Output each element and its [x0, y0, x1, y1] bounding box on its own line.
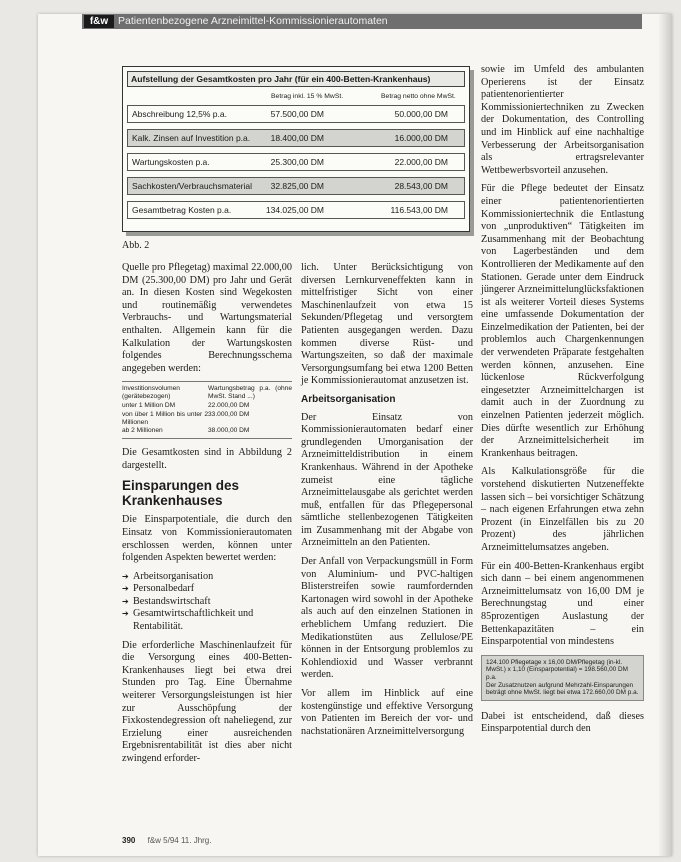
- bullet-list: [122, 571, 292, 634]
- column-left: [122, 262, 292, 772]
- paragraph: lich. Unter Berücksichtigung von diversen Lernkurveneffekten kann in mittelfristiger Sicht von einer Maschinenlaufzeit von etwa 15 Sekunden/Pflegetag und versorgtem Patienten ausgegangen werden. Dazu kommen diverse Rüst- und Wartungszeiten, so daß der maximale Versorgungsumfang bei etwa 1200 Betten je Kommissionierautomat anzusetzen ist.: [301, 262, 473, 387]
- paragraph: Die Gesamtkosten sind in Abbildung 2 dargestellt.: [122, 447, 292, 471]
- cost-row-net: 116.543,00 DM: [390, 205, 448, 215]
- column-middle: [301, 262, 473, 744]
- page-number: 390: [122, 836, 136, 845]
- calculation-box: [481, 655, 644, 701]
- maint-cell: unter 1 Million DM: [122, 401, 176, 409]
- cost-row: [127, 129, 465, 147]
- section-heading: Einsparungen des Krankenhauses: [122, 478, 240, 509]
- cost-row-label: Gesamtbetrag Kosten p.a.: [132, 205, 232, 215]
- paragraph: Die erforderliche Maschinenlaufzeit für die Versorgung eines 400-Betten-Krankenhauses liegt bei etwa drei Stunden pro Tag. Eine Übernahme weiterer Versorgungsleistungen ist hier zur Ausschöpfung der Fixkostendegression oft naheliegend, zur Erzielung einer ausreichenden Ergebnisrentabilität ist dies aber nicht zwingend erforder-: [122, 639, 292, 764]
- cost-row-net: 50.000,00 DM: [394, 109, 448, 119]
- subheading: Arbeitsorganisation: [301, 393, 396, 405]
- cost-row-gross: 57.500,00 DM: [270, 109, 324, 119]
- cost-table: [122, 66, 470, 232]
- paragraph: Als Kalkulationsgröße für die vorstehend diskutierten Nutzeneffekte lassen sich – bei vorsichtiger Schätzung – nach eigenen Erfahrungen etwa zehn Prozent (in Einzelfällen bis zu 20 Prozent) des jährlichen Arzneimittelumsatzes angeben.: [481, 466, 644, 553]
- cost-row-net: 22.000,00 DM: [394, 157, 448, 167]
- maint-cell: von über 1 Million bis unter 2 Millionen: [122, 410, 208, 426]
- maint-cell: Wartungsbetrag p.a. (ohne MwSt. Stand ...): [208, 385, 292, 401]
- cost-row-net: 16.000,00 DM: [394, 133, 448, 143]
- journal-issue: f&w 5/94 11. Jhrg.: [147, 836, 212, 845]
- maint-cell: 22.000,00 DM: [208, 401, 250, 409]
- maintenance-table: [122, 381, 292, 439]
- cost-row-net: 28.543,00 DM: [394, 181, 448, 191]
- header-title: Patientenbezogene Arzneimittel-Kommissionierautomaten: [118, 15, 388, 27]
- paragraph: Die Einsparpotentiale, die durch den Einsatz von Kommissionierautomaten erschlossen werden, können unter folgenden Aspekten bewertet werden:: [122, 514, 292, 564]
- column-right: [481, 64, 644, 742]
- paragraph: Vor allem im Hinblick auf eine kostengünstige und effektive Versorgung von Patienten im Bereich der vor- und nachstationären Arzneimittelversorgung: [301, 688, 473, 737]
- cost-col1-header: Betrag inkl. 15 % MwSt.: [271, 93, 344, 100]
- paragraph: Der Anfall von Verpackungsmüll in Form von Aluminium- und PVC-haltigen Blisterstreifen sowie raumfordernden Kartonagen wird sowohl in der Apotheke als auch auf den einzelnen Stationen in erheblichem Umfang reduziert. Die Medikationstüten aus Zellulose/PE können in der Entsorgung problemlos zu Kohlendioxid und Wasser verbrannt werden.: [301, 556, 473, 681]
- cost-row: [127, 177, 465, 195]
- cost-row-label: Kalk. Zinsen auf Investition p.a.: [132, 133, 251, 143]
- cost-row-gross: 32.825,00 DM: [270, 181, 324, 191]
- list-item: ➔ Personalbedarf: [122, 583, 292, 596]
- cost-col2-header: Betrag netto ohne MwSt.: [381, 93, 456, 100]
- journal-logo: f&w: [84, 15, 114, 28]
- cost-row-gross: 25.300,00 DM: [270, 157, 324, 167]
- maint-cell: 38.000,00 DM: [208, 427, 250, 435]
- cost-row-label: Sachkosten/Verbrauchsmaterial: [132, 181, 253, 191]
- maint-cell: 33.000,00 DM: [208, 410, 250, 418]
- cost-row-label: Wartungskosten p.a.: [132, 157, 210, 167]
- maint-cell: Investitionsvolumen (gerätebezogen): [122, 385, 180, 401]
- page-footer: [122, 836, 211, 845]
- figure-caption: Abb. 2: [122, 240, 150, 251]
- list-item: ➔ Arbeitsorganisation: [122, 571, 292, 584]
- running-header: [82, 14, 642, 29]
- list-item: ➔ Bestandswirtschaft: [122, 596, 292, 609]
- page-edge-shadow: [658, 14, 672, 856]
- cost-row: [127, 105, 465, 123]
- maint-cell: ab 2 Millionen: [122, 427, 163, 435]
- cost-row-total: [127, 201, 465, 219]
- cost-row: [127, 153, 465, 171]
- cost-row-gross: 134.025,00 DM: [265, 205, 324, 215]
- list-item: ➔ Gesamtwirtschaftlichkeit und Rentabilität.: [122, 608, 292, 633]
- paragraph: sowie im Umfeld des ambulanten Operierens ist der Einsatz patientenorientierter Kommissioniertechniken zu Zwecken der Dokumentation, des Controlling und im Hinblick auf eine nachhaltige Verbesserung der Arbeitsorganisation als ertragsrelevanter Wettbewerbsvorteil anzusehen.: [481, 64, 644, 176]
- cost-row-label: Abschreibung 12,5% p.a.: [132, 109, 227, 119]
- cost-row-gross: 18.400,00 DM: [270, 133, 324, 143]
- paragraph: Für die Pflege bedeutet der Einsatz einer patientenorientierten Kommissioniertechnik die Entlastung von „unproduktiven“ Tätigkeiten im Zusammenhang mit der Beobachtung von Lagerbeständen und dem Kontrollieren der Medikamente auf den Stationen. Gerade unter dem Eindruck jüngerer Arzneimittelunglücksfaktionen ist als weiterer Vorteil dieses Systems eine umfassende Dokumentation der Einzelmedikation der Patienten, bei der problemlos auch Chargenkennungen der verwendeten Präparate festgehalten werden können, anzusehen. Eine lückenlose Rückverfolgung eingesetzter Arzneimittelchargen ist damit auch in der Zuordnung zu einzelnen Patienten jederzeit möglich. Dies dürfte wesentlich zur Erhöhung der Arzneimittelsicherheit im Krankenhaus beitragen.: [481, 183, 644, 459]
- paragraph: Dabei ist entscheidend, daß dieses Einsparpotential durch den: [481, 710, 644, 735]
- cost-table-title: Aufstellung der Gesamtkosten pro Jahr (für ein 400-Betten-Krankenhaus): [127, 71, 465, 87]
- calc-line: 124.100 Pflegetage x 16,00 DM/Pflegetag (in-kl. MwSt.) x 1,10 (Einsparpotential) = 198.560,00 DM p.a.: [486, 658, 628, 681]
- calc-line: Der Zusatznutzen aufgrund Mehrzahl-Einsparungen beträgt ohne MwSt. liegt bei etwa 172.660,00 DM p.a.: [486, 681, 639, 697]
- paragraph: Für ein 400-Betten-Krankenhaus ergibt sich dann – bei einem angenommenen Arzneimittelumsatz von 16,00 DM je Berechnungstag und einer 85prozentigen Auslastung der Bettenkapazitäten – ein Einsparpotential von mindestens: [481, 560, 644, 648]
- paragraph: Quelle pro Pflegetag) maximal 22.000,00 DM (25.300,00 DM) pro Jahr und Gerät an. In diesen Kosten sind Wegekosten und routinemäßig verwendetes Verbrauchs- und Wartungsmaterial enthalten. Allgemein kann für die Kalkulation der Wartungskosten folgendes Berechnungsschema angegeben werden:: [122, 262, 292, 374]
- paragraph: Der Einsatz von Kommissionierautomaten bedarf einer grundlegenden Umorganisation der Arzneimitteldistribution in einem Krankenhaus. Während in der Apotheke zumeist eine tägliche Arzneimittelausgabe als gerichtet werden muß, entfallen für das Pflegepersonal sämtliche stellenbezogenen Tätigkeiten im Zusammenhang mit der Abgabe von Arzneimitteln an den Patienten.: [301, 411, 473, 549]
